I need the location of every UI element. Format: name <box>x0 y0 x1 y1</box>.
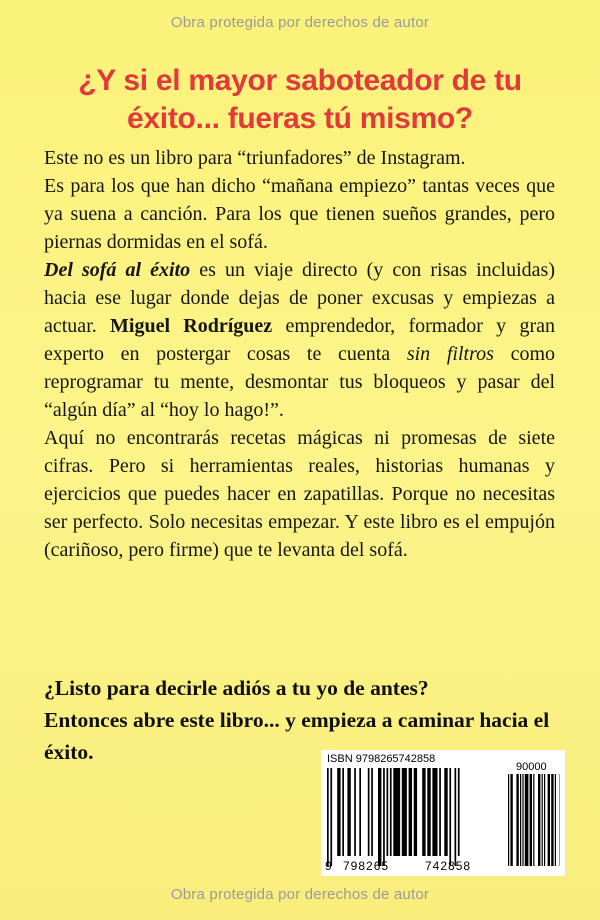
copyright-watermark-bottom: Obra protegida por derechos de autor <box>170 886 430 903</box>
closing-line-1: ¿Listo para decirle adiós a tu yo de antes? <box>44 676 429 700</box>
barcode-bar <box>387 768 389 856</box>
synopsis-paragraph-2: Es para los que han dicho “mañana empiezo” tantas veces que ya suena a canción. Para los que tienen sueños grandes, pero piernas dormidas en el sofá. <box>44 175 555 253</box>
barcode-bar <box>371 768 373 856</box>
barcode-bar <box>555 774 556 866</box>
barcode-bar <box>548 774 550 866</box>
barcode-bar <box>337 768 340 856</box>
ean13-bars <box>327 768 503 868</box>
barcode-bar <box>538 774 540 866</box>
synopsis-paragraph-4: Aquí no encontrarás recetas mágicas ni promesas de siete cifras. Pero si herramientas reales, historias humanas y ejercicios que puedes hacer en zapatillas. Porque no necesitas ser perfecto. Solo necesitas empezar. Y este libro es el empujón (cariñoso, pero firme) que te levanta del sofá. <box>44 427 555 561</box>
synopsis-text-a: es un viaje directo (y con risas incluidas) hacia ese lugar donde dejas de poner excusas y empiezas a actuar. <box>44 259 555 337</box>
barcode-bar <box>390 768 392 856</box>
barcode-bar <box>427 768 430 856</box>
barcode-bar <box>444 768 447 856</box>
barcode-bar <box>347 768 350 856</box>
barcode-bar <box>508 774 509 866</box>
barcode-bar <box>359 768 361 856</box>
barcode-bar <box>510 774 512 866</box>
barcode-bar <box>530 774 532 866</box>
barcode-bar <box>455 768 457 866</box>
barcode-bar <box>402 768 407 856</box>
barcode-bar <box>516 774 518 866</box>
addon-bars <box>508 774 560 868</box>
synopsis-text <box>44 144 555 564</box>
barcode-bar <box>525 774 529 866</box>
barcode-bar <box>449 768 451 866</box>
barcode-bar <box>533 774 534 866</box>
barcode-bar <box>544 774 545 866</box>
barcode-digit-first: 9 <box>325 859 332 873</box>
barcode-bar <box>393 768 400 856</box>
author-name: Miguel Rodríguez <box>110 315 273 337</box>
copyright-watermark-top: Obra protegida por derechos de autor <box>170 14 430 31</box>
closing-line-2: Entonces abre este libro... y empieza a caminar hacia el éxito. <box>44 708 550 764</box>
barcode-bar <box>422 768 425 856</box>
barcode-bar <box>330 768 332 866</box>
synopsis-paragraph-1: Este no es un libro para “triunfadores” de Instagram. <box>44 147 466 169</box>
barcode-bar <box>458 768 460 856</box>
barcode-bar <box>432 768 437 856</box>
barcode-bar <box>522 774 523 866</box>
barcode-bar <box>327 768 329 866</box>
barcode-bar <box>368 768 370 856</box>
barcode-bar <box>409 768 412 856</box>
synopsis-paragraph-3 <box>44 256 555 424</box>
barcode-bar <box>520 774 521 866</box>
barcode-bar <box>378 768 381 866</box>
emphasis-sin-filtros: sin filtros <box>406 343 494 365</box>
price-code: 90000 <box>516 761 547 773</box>
barcode-bar <box>414 768 417 856</box>
barcode-bar <box>342 768 344 856</box>
back-cover-headline: ¿Y si el mayor saboteador de tu éxito... fueras tú mismo? <box>78 64 522 135</box>
isbn-barcode <box>321 750 565 876</box>
book-title: Del sofá al éxito <box>44 259 191 281</box>
barcode-bar <box>542 774 543 866</box>
barcode-bar <box>551 774 553 866</box>
barcode-bar <box>439 768 441 856</box>
synopsis-text-b: emprendedor, formador y gran experto en postergar cosas te cuenta <box>44 315 555 365</box>
barcode-bar <box>354 768 356 856</box>
isbn-label: ISBN 9798265742858 <box>327 753 436 765</box>
barcode-digits-left: 798265 <box>343 859 390 873</box>
barcode-bar <box>383 768 385 866</box>
barcode-digits-right: 742858 <box>425 859 472 873</box>
synopsis-text-c: como reprogramar tu mente, desmontar tus bloqueos y pasar del “algún día” al “hoy lo hago!”. <box>44 343 556 421</box>
